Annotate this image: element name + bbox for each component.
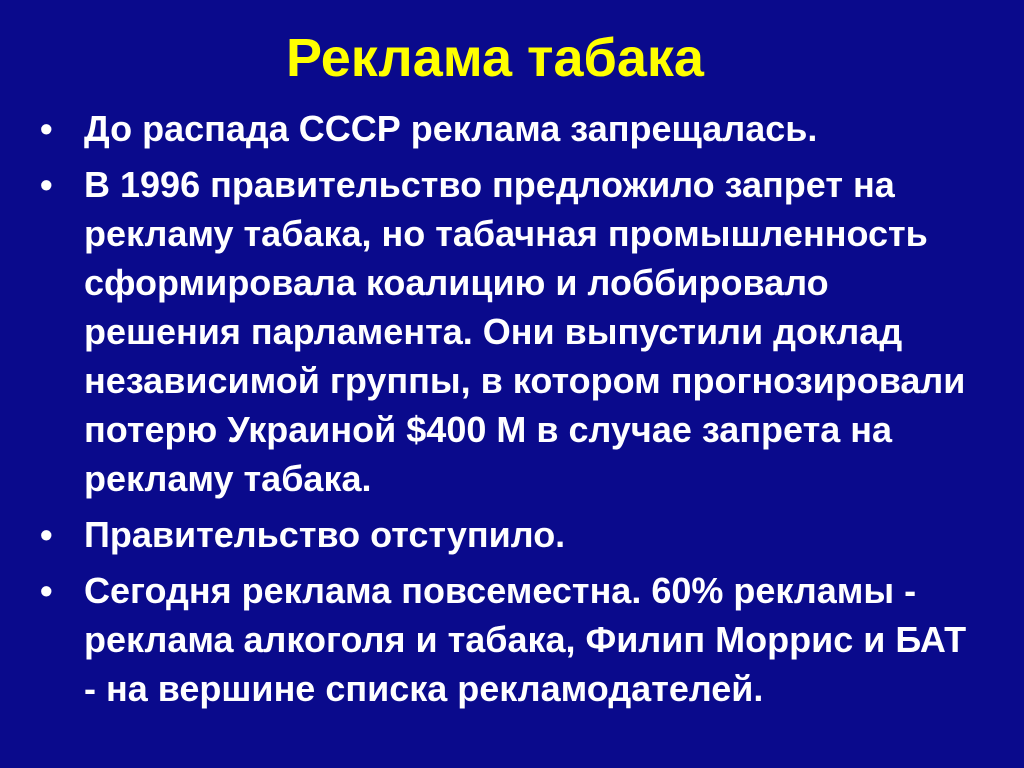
slide-title: Реклама табака (286, 28, 704, 88)
bullet-item (40, 566, 980, 713)
bullet-item (40, 104, 980, 153)
bullet-text: До распада СССР реклама запрещалась. (84, 108, 818, 149)
bullet-icon: • (40, 108, 53, 149)
bullet-item (40, 160, 980, 503)
bullet-icon: • (40, 514, 53, 555)
bullet-text: Сегодня реклама повсеместна. 60% рекламы - реклама алкоголя и табака, Филип Моррис и БАТ - на вершине списка рекламодателей. (84, 570, 967, 709)
bullet-item (40, 510, 980, 559)
bullet-text: Правительство отступило. (84, 514, 566, 555)
bullet-icon: • (40, 164, 53, 205)
bullet-icon: • (40, 570, 53, 611)
bullet-text: В 1996 правительство предложило запрет на рекламу табака, но табачная промышленность сформировала коалицию и лоббировало решения парламента. Они выпустили доклад независимой группы, в котором прогнозировали потерю Украиной $400 М в случае запрета на рекламу табака. (84, 164, 966, 499)
bullet-list (40, 104, 980, 720)
